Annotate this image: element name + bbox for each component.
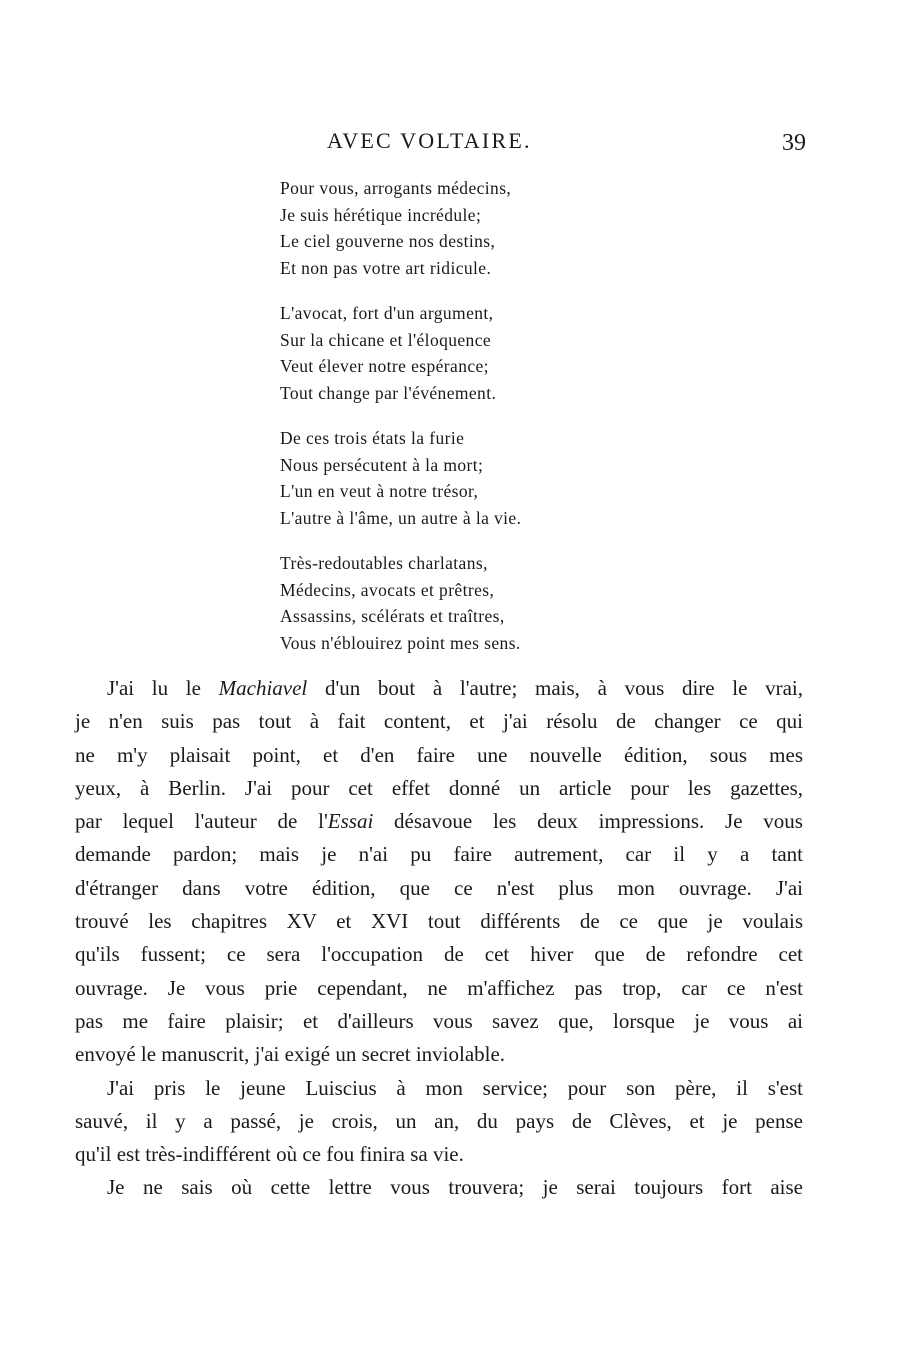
verse-line: Vous n'éblouirez point mes sens. [280, 632, 521, 653]
running-head [0, 128, 900, 158]
stanza [280, 425, 600, 531]
text-line: sauvé, il y a passé, je crois, un an, du pays de Clèves, et je pense [75, 1108, 803, 1133]
text-line: demande pardon; mais je n'ai pu faire autrement, car il y a tant [75, 842, 803, 867]
text-line: d'étranger dans votre édition, que ce n'est plus mon ouvrage. J'ai [75, 875, 803, 900]
italic-title: Essai [327, 809, 374, 834]
verse-line: Et non pas votre art ridicule. [280, 257, 492, 278]
text-line: J'ai lu le Machiavel d'un bout à l'autre; mais, à vous dire le vrai, [107, 676, 804, 700]
text-line: Je ne sais où cette lettre vous trouvera; je serai toujours fort aise [107, 1175, 803, 1200]
verse-line: Médecins, avocats et prêtres, [280, 579, 495, 600]
text-line: trouvé les chapitres XV et XVI tout différents de ce que je voulais [75, 909, 803, 934]
verse-line: Sur la chicane et l'éloquence [280, 329, 492, 350]
verse-line: L'autre à l'âme, un autre à la vie. [280, 507, 522, 528]
text-line: qu'ils fussent; ce sera l'occupation de cet hiver que de refondre cet [75, 942, 803, 967]
text-line: par lequel l'auteur de l'Essai désavoue les deux impressions. Je vous [75, 809, 803, 834]
text-line: qu'il est très-indifférent où ce fou finira sa vie. [75, 1142, 464, 1167]
text-line: je n'en suis pas tout à fait content, et j'ai résolu de changer ce qui [75, 709, 803, 734]
verse-line: Le ciel gouverne nos destins, [280, 231, 496, 251]
verse-line: L'un en veut à notre trésor, [280, 481, 479, 501]
poem [280, 175, 600, 675]
verse-line: Assassins, scélérats et traîtres, [280, 606, 505, 626]
paragraph [75, 1072, 803, 1172]
page-number: 39 [782, 130, 806, 156]
stanza [280, 550, 600, 656]
verse-line: Je suis hérétique incrédule; [280, 204, 482, 225]
text-line: J'ai pris le jeune Luiscius à mon service; pour son père, il s'est [107, 1075, 803, 1100]
stanza [280, 175, 600, 281]
prose-body [75, 672, 803, 1205]
text-line: ouvrage. Je vous prie cependant, ne m'affichez pas trop, car ce n'est [75, 975, 803, 1000]
verse-line: Veut élever notre espérance; [280, 356, 489, 376]
running-title: AVEC VOLTAIRE. [327, 128, 532, 153]
text-line: envoyé le manuscrit, j'ai exigé un secret inviolable. [75, 1042, 506, 1067]
paragraph [75, 672, 803, 1072]
stanza [280, 300, 600, 406]
verse-line: L'avocat, fort d'un argument, [280, 303, 494, 323]
italic-title: Machiavel [218, 676, 308, 700]
verse-line: De ces trois états la furie [280, 428, 465, 448]
text-line: yeux, à Berlin. J'ai pour cet effet donné un article pour les gazettes, [75, 775, 803, 800]
text-line: ne m'y plaisait point, et d'en faire une nouvelle édition, sous mes [75, 742, 803, 767]
paragraph [75, 1171, 803, 1204]
text-line: pas me faire plaisir; et d'ailleurs vous savez que, lorsque je vous ai [75, 1008, 803, 1033]
verse-line: Très-redoutables charlatans, [280, 553, 488, 573]
verse-line: Nous persécutent à la mort; [280, 454, 484, 475]
verse-line: Tout change par l'événement. [280, 382, 497, 403]
verse-line: Pour vous, arrogants médecins, [280, 178, 512, 198]
